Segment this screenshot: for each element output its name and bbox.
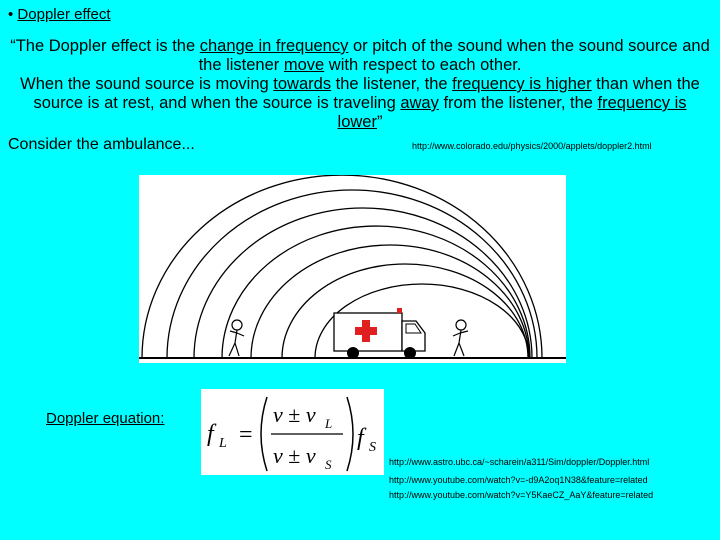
eq-rhs-f: f	[357, 425, 364, 451]
eq-rhs-sub: S	[369, 440, 376, 455]
quote-text: When the sound source is moving	[20, 75, 274, 93]
quote-underline: frequency is lower	[337, 94, 687, 131]
right-listener-figure	[453, 320, 468, 356]
quote-underline: towards	[273, 75, 332, 93]
quote-underline: change in frequency	[199, 37, 349, 55]
youtube-link-2[interactable]: http://www.youtube.com/watch?v=Y5KaeCZ_AaY&feature=related	[389, 490, 654, 500]
quote-text: ”	[376, 113, 383, 131]
quote-text: than when the source is at rest, and when the source is traveling	[33, 75, 700, 112]
eq-equals: =	[239, 422, 253, 448]
slide-title	[8, 6, 111, 23]
eq-lhs-f: f	[207, 421, 214, 447]
quote-text: “The Doppler effect is the	[10, 37, 200, 55]
quote-text: the listener, the	[331, 75, 453, 93]
consider-ambulance-text: Consider the ambulance...	[8, 136, 195, 153]
quote-underline: away	[400, 94, 439, 112]
astro-link[interactable]: http://www.astro.ubc.ca/~scharein/a311/Sim/doppler/Doppler.html	[389, 457, 650, 467]
doppler-definition-quote	[10, 37, 710, 132]
ambulance-doppler-figure	[139, 175, 566, 363]
doppler-equation	[201, 389, 384, 475]
equation-graphic	[201, 389, 384, 475]
doppler-equation-label: Doppler equation:	[46, 410, 165, 427]
eq-lhs-sub: L	[219, 436, 227, 451]
youtube-link-1[interactable]: http://www.youtube.com/watch?v=-d9A2oq1N38&feature=related	[389, 475, 648, 485]
title-bullet: •	[8, 6, 18, 23]
applet-link[interactable]: http://www.colorado.edu/physics/2000/applets/doppler2.html	[412, 141, 652, 151]
eq-numerator: v ± v	[273, 402, 316, 427]
eq-num-sub: L	[325, 416, 333, 431]
eq-denominator: v ± v	[273, 443, 316, 468]
quote-text: or pitch of the sound when the sound source and the listener	[198, 37, 710, 74]
right-paren	[347, 397, 353, 471]
eq-den-sub: S	[325, 457, 332, 472]
left-paren	[261, 397, 267, 471]
wavefront-diagram	[139, 175, 566, 363]
ambulance	[334, 308, 425, 359]
quote-underline: frequency is higher	[452, 75, 592, 93]
left-listener-figure	[229, 320, 244, 356]
title-text: Doppler effect	[17, 6, 111, 23]
quote-text: with respect to each other.	[324, 56, 522, 74]
quote-text: from the listener, the	[438, 94, 598, 112]
quote-underline: move	[283, 56, 325, 74]
